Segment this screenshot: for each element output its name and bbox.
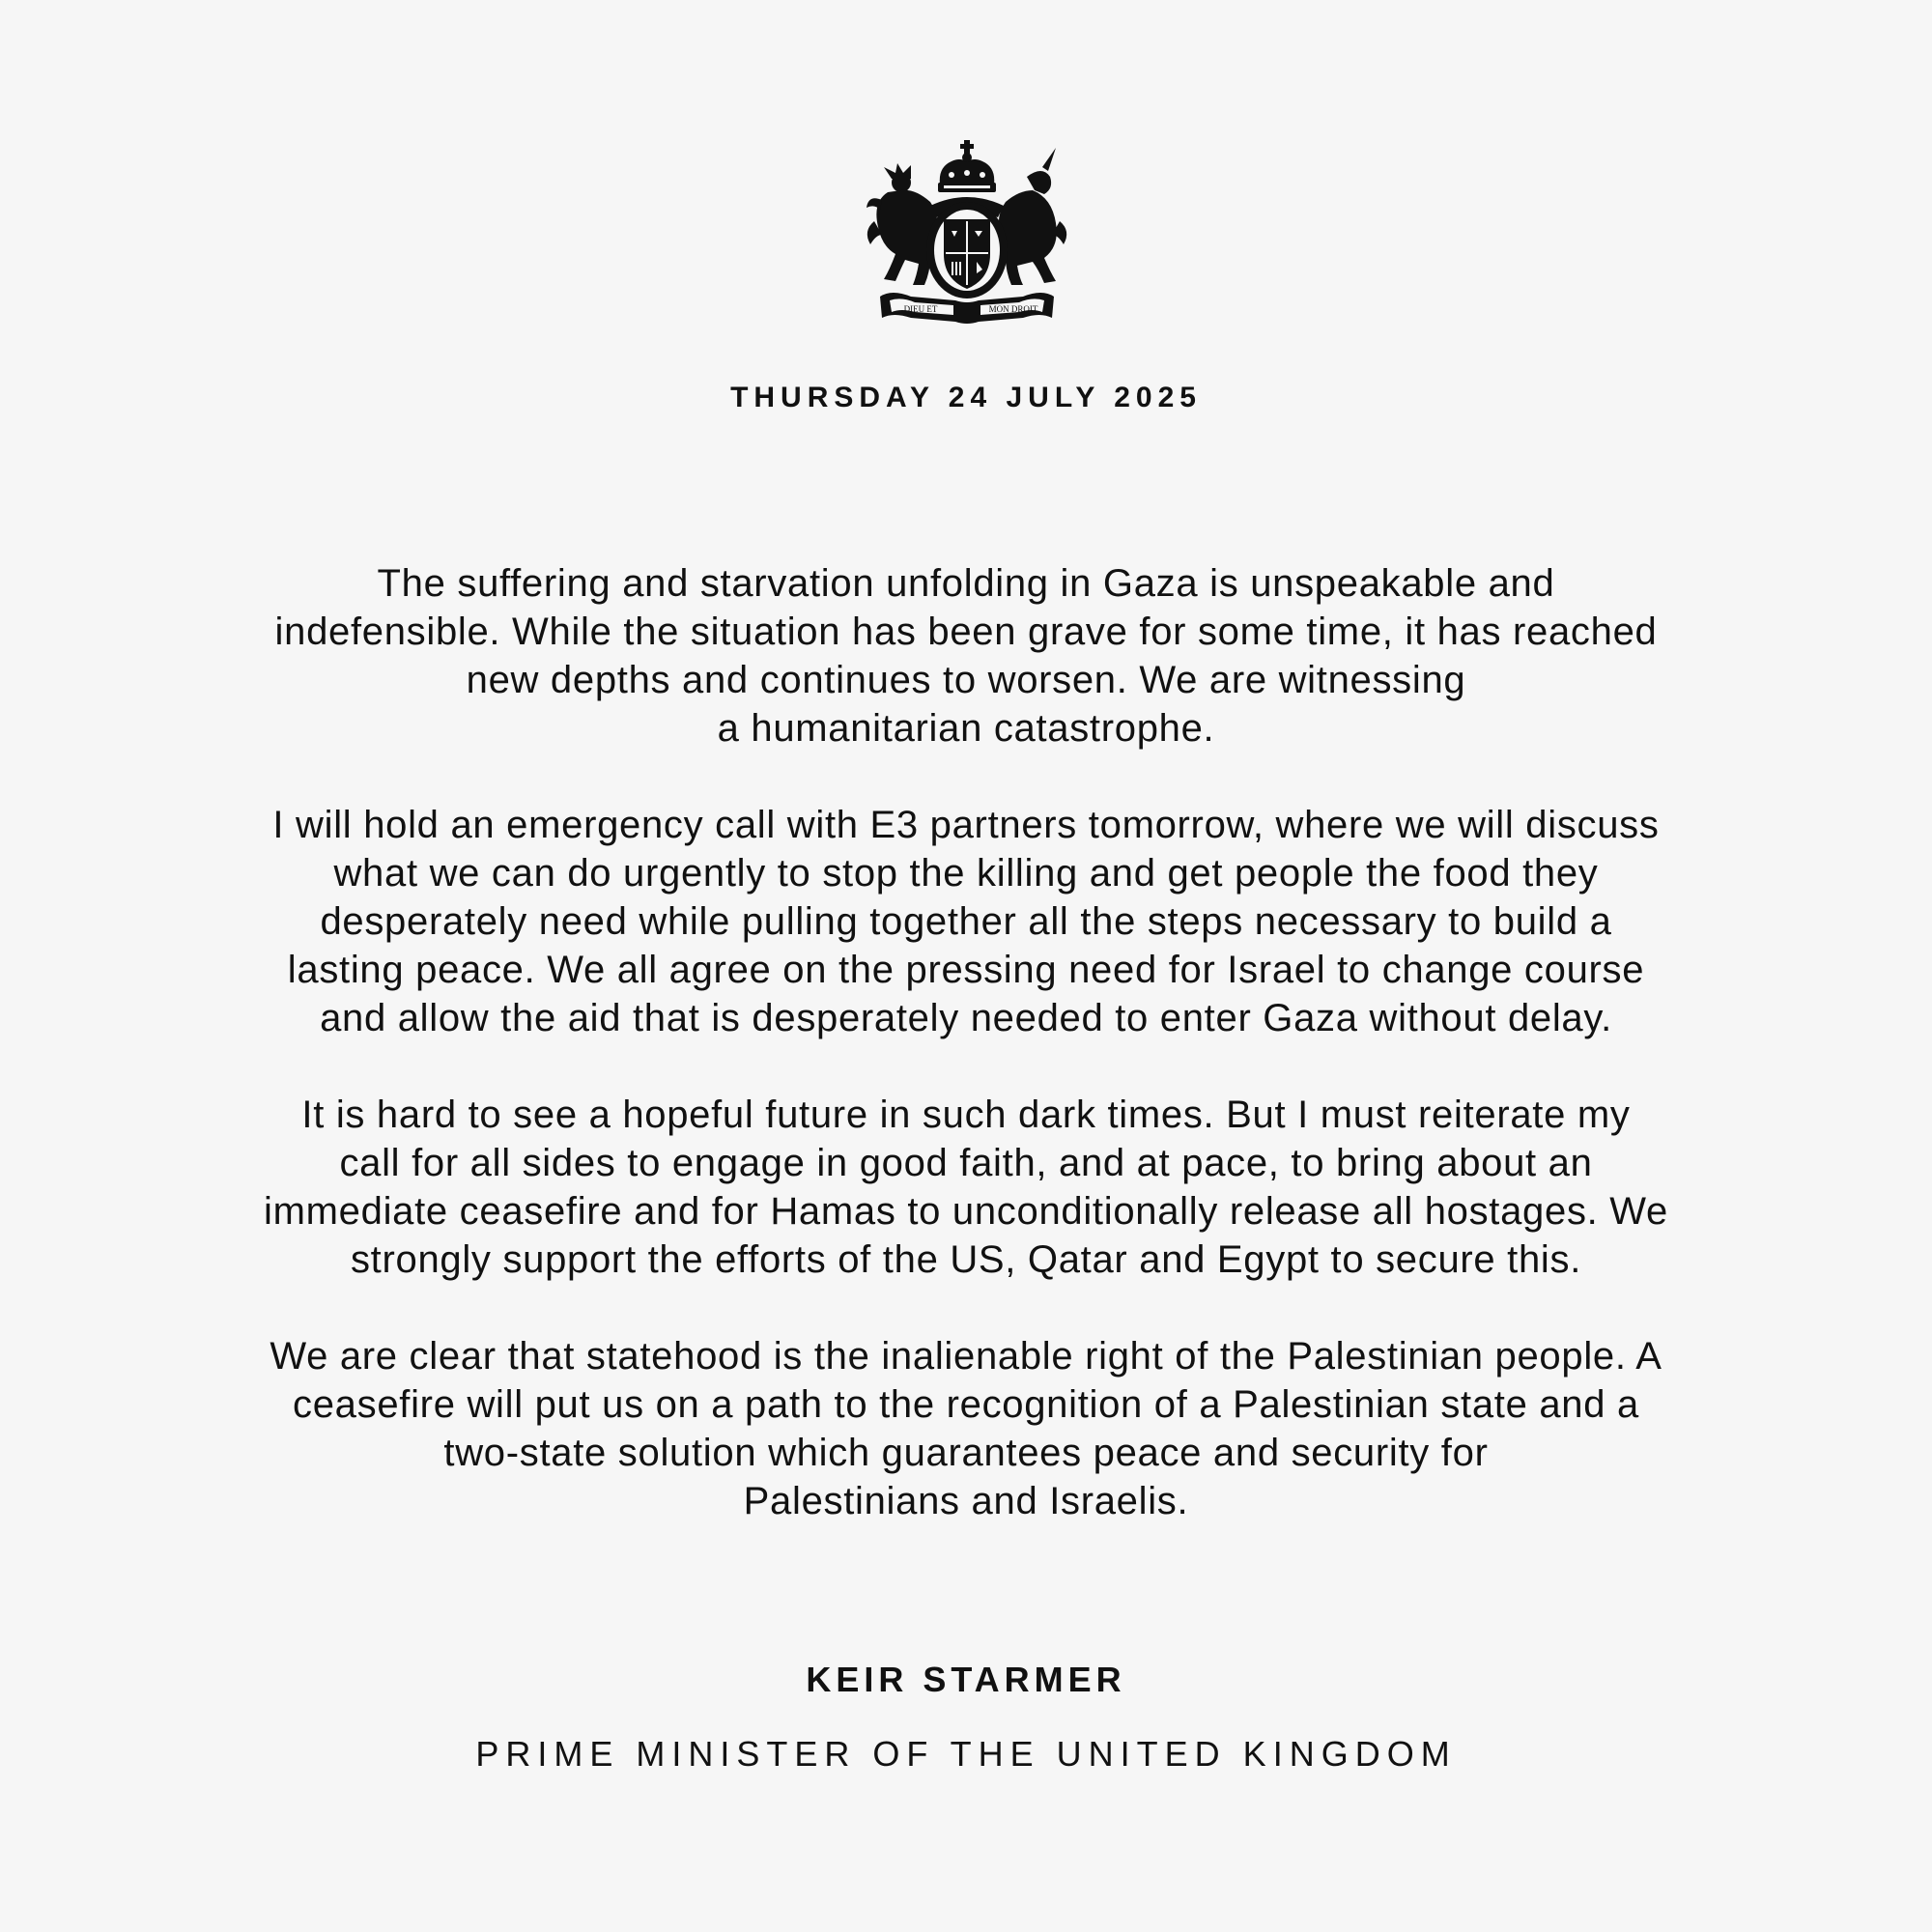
paragraph-line: ceasefire will put us on a path to the recognition of a Palestinian state and a [293,1383,1639,1426]
statement-body [145,559,1787,1574]
statement-date: THURSDAY 24 JULY 2025 [730,382,1202,413]
paragraph-line: The suffering and starvation unfolding in Gaza is unspeakable and [377,562,1555,605]
royal-coat-of-arms-icon [863,138,1071,327]
paragraph-line: what we can do urgently to stop the killing and get people the food they [333,852,1599,895]
paragraph-line: call for all sides to engage in good faith, and at pace, to bring about an [339,1142,1593,1184]
paragraph-line: and allow the aid that is desperately needed to enter Gaza without delay. [320,997,1612,1039]
svg-text:DIEU ET: DIEU ET [903,304,938,314]
paragraph [145,1091,1787,1284]
paragraph-line: new depths and continues to worsen. We are witnessing [466,659,1466,701]
paragraph-line: indefensible. While the situation has been grave for some time, it has reached [274,611,1658,653]
paragraph-line: Palestinians and Israelis. [743,1480,1189,1522]
paragraph-line: strongly support the efforts of the US, Qatar and Egypt to secure this. [350,1238,1582,1281]
paragraph [145,1332,1787,1525]
paragraph-line: desperately need while pulling together all the steps necessary to build a [320,900,1612,943]
paragraph-line: immediate ceasefire and for Hamas to unconditionally release all hostages. We [264,1190,1668,1233]
paragraph [145,559,1787,753]
paragraph-line: I will hold an emergency call with E3 partners tomorrow, where we will discuss [272,804,1660,846]
signatory-name: KEIR STARMER [806,1660,1126,1699]
paragraph-line: It is hard to see a hopeful future in such dark times. But I must reiterate my [301,1094,1631,1136]
svg-text:MON DROIT: MON DROIT [988,304,1038,314]
paragraph-line: lasting peace. We all agree on the pressing need for Israel to change course [287,949,1645,991]
signatory-title: PRIME MINISTER OF THE UNITED KINGDOM [475,1734,1457,1774]
paragraph-line: two-state solution which guarantees peace and security for [443,1432,1489,1474]
paragraph [145,801,1787,1042]
paragraph-line: a humanitarian catastrophe. [717,707,1215,750]
paragraph-line: We are clear that statehood is the inalienable right of the Palestinian people. A [270,1335,1662,1378]
